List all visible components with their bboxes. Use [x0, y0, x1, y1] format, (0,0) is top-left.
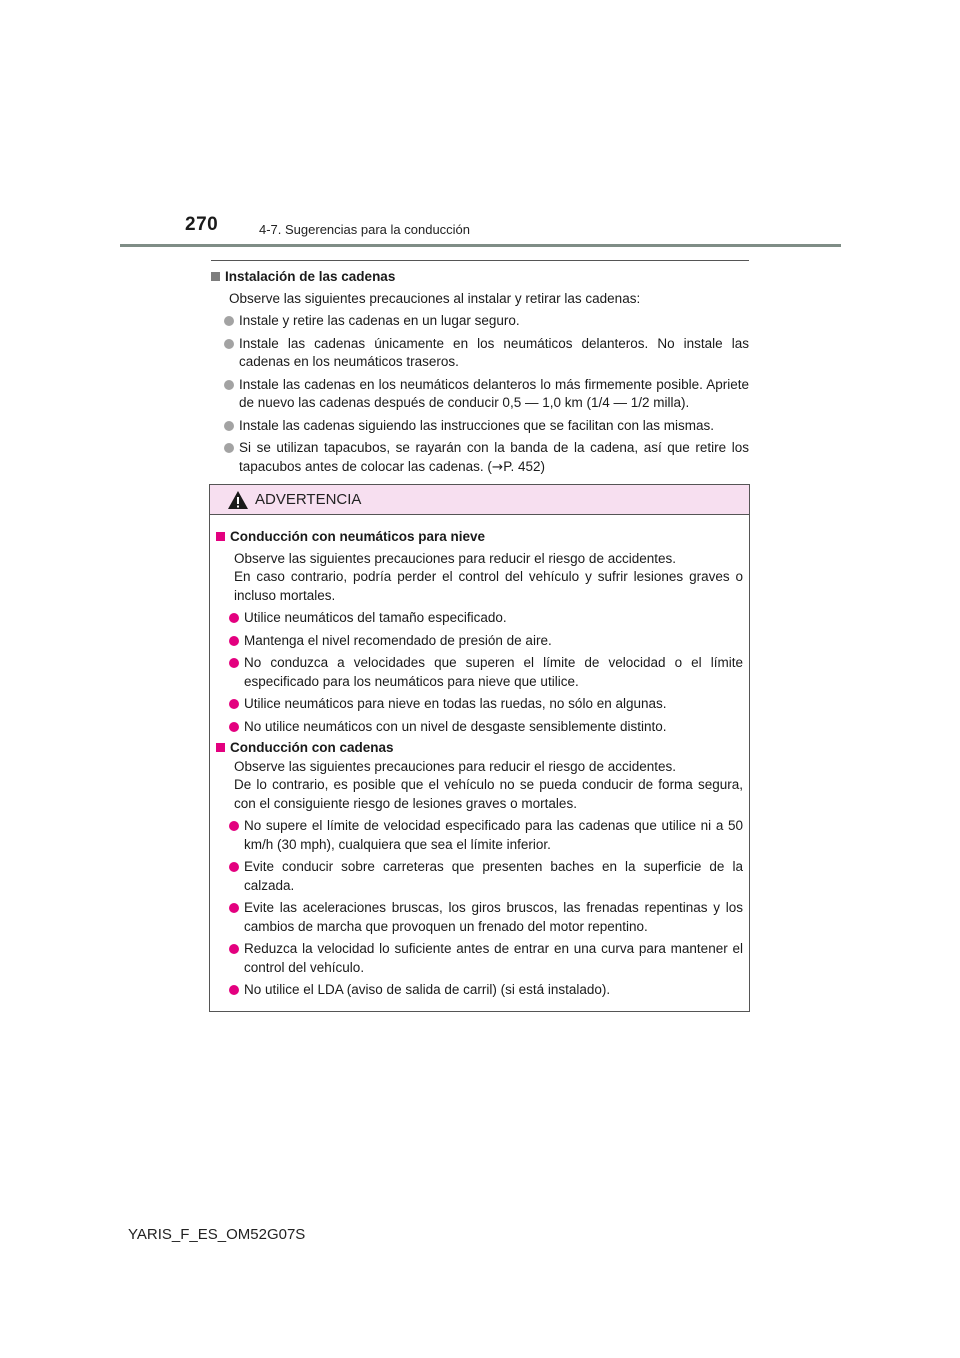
bullet-dot-icon [224, 339, 234, 349]
list-item [216, 940, 743, 977]
heading-text: Instalación de las cadenas [225, 269, 396, 284]
warning-intro: Observe las siguientes precauciones para reducir el riesgo de accidentes. [234, 758, 676, 774]
arrow-right-icon: → [491, 458, 504, 475]
bullet-dot-icon [224, 380, 234, 390]
list-item [216, 609, 743, 628]
list-item [216, 632, 743, 651]
bullet-dot-icon [229, 862, 239, 872]
warning-intro-consequence: De lo contrario, es posible que el vehículo no se pueda conducir de forma segura, con el consiguiente riesgo de lesiones graves o mortales. [234, 777, 743, 811]
list-item [216, 654, 743, 691]
list-item-text: Evite las aceleraciones bruscas, los giros bruscos, las frenadas repentinas y los cambios de marcha que provoquen un frenado del motor repentino. [244, 900, 743, 934]
list-item [216, 718, 743, 737]
list-item [211, 376, 749, 413]
warning-section-heading [216, 739, 743, 758]
chains-installation-section [211, 268, 749, 476]
bullet-dot-icon [229, 636, 239, 646]
list-item [216, 899, 743, 936]
document-code: YARIS_F_ES_OM52G07S [128, 1226, 306, 1243]
bullet-dot-icon [229, 944, 239, 954]
list-item [216, 981, 743, 1000]
list-item-text: Reduzca la velocidad lo suficiente antes de entrar en una curva para mantener el control del vehículo. [244, 941, 743, 975]
bullet-dot-icon [229, 699, 239, 709]
list-item-text: No utilice neumáticos con un nivel de desgaste sensiblemente distinto. [244, 718, 667, 734]
section-intro: Observe las siguientes precauciones al instalar y retirar las cadenas: [229, 290, 641, 306]
bullet-dot-icon [224, 443, 234, 453]
warning-intro: Observe las siguientes precauciones para reducir el riesgo de accidentes. [234, 550, 676, 566]
warning-section-heading [216, 528, 743, 547]
list-item-text: Si se utilizan tapacubos, se rayarán con la banda de la cadena, así que retire los tapacubos antes de colocar las cadenas. ( [239, 440, 749, 474]
list-item-text: Mantenga el nivel recomendado de presión de aire. [244, 632, 552, 648]
bullet-dot-icon [229, 821, 239, 831]
square-bullet-icon [216, 532, 225, 541]
list-item [216, 695, 743, 714]
list-item-text: No supere el límite de velocidad especificado para las cadenas que utilice ni a 50 km/h (30 mph), cualquiera que sea el límite inferior. [244, 818, 743, 852]
page-reference-link[interactable]: P. 452) [503, 458, 546, 474]
bullet-dot-icon [229, 613, 239, 623]
list-item-text: Utilice neumáticos para nieve en todas las ruedas, no sólo en algunas. [244, 696, 667, 711]
heading-text: Conducción con cadenas [230, 740, 394, 755]
list-item [211, 312, 749, 331]
header-divider [120, 244, 841, 247]
list-item [216, 858, 743, 895]
list-item [211, 439, 749, 476]
warning-body [210, 515, 749, 1000]
warning-box [209, 484, 750, 1012]
list-item [211, 417, 749, 436]
bullet-dot-icon [229, 722, 239, 732]
list-item-text: Evite conducir sobre carreteras que presenten baches en la superficie de la calzada. [244, 859, 743, 893]
list-item [216, 817, 743, 854]
bullet-dot-icon [229, 985, 239, 995]
list-item-text: No conduzca a velocidades que superen el límite de velocidad o el límite especificado para los neumáticos para nieve que utilice. [244, 655, 743, 689]
bullet-dot-icon [229, 903, 239, 913]
bullet-dot-icon [229, 658, 239, 668]
section-title: 4-7. Sugerencias para la conducción [259, 222, 471, 237]
warning-title: ADVERTENCIA [255, 491, 362, 508]
list-item-text: Instale las cadenas siguiendo las instrucciones que se facilitan con las mismas. [239, 417, 714, 433]
square-bullet-icon [211, 272, 220, 281]
content-divider [211, 260, 749, 261]
section-heading [211, 268, 749, 287]
list-item-text: Instale y retire las cadenas en un lugar seguro. [239, 313, 520, 328]
heading-text: Conducción con neumáticos para nieve [230, 529, 486, 544]
list-item-text: No utilice el LDA (aviso de salida de carril) (si está instalado). [244, 982, 611, 997]
list-item-text: Instale las cadenas en los neumáticos delanteros lo más firmemente posible. Apriete de nuevo las cadenas después de conducir 0,5 — 1,0 km (1/4 — 1/2 milla). [239, 376, 749, 410]
warning-intro-consequence: En caso contrario, podría perder el control del vehículo y sufrir lesiones graves o incluso mortales. [234, 569, 743, 603]
list-item [211, 335, 749, 372]
list-item-text: Utilice neumáticos del tamaño especificado. [244, 610, 507, 625]
page-number: 270 [185, 214, 219, 235]
bullet-dot-icon [224, 316, 234, 326]
warning-triangle-icon [227, 490, 249, 510]
bullet-dot-icon [224, 421, 234, 431]
warning-header [210, 485, 749, 515]
list-item-text: Instale las cadenas únicamente en los neumáticos delanteros. No instale las cadenas en los neumáticos traseros. [239, 335, 749, 369]
square-bullet-icon [216, 743, 225, 752]
